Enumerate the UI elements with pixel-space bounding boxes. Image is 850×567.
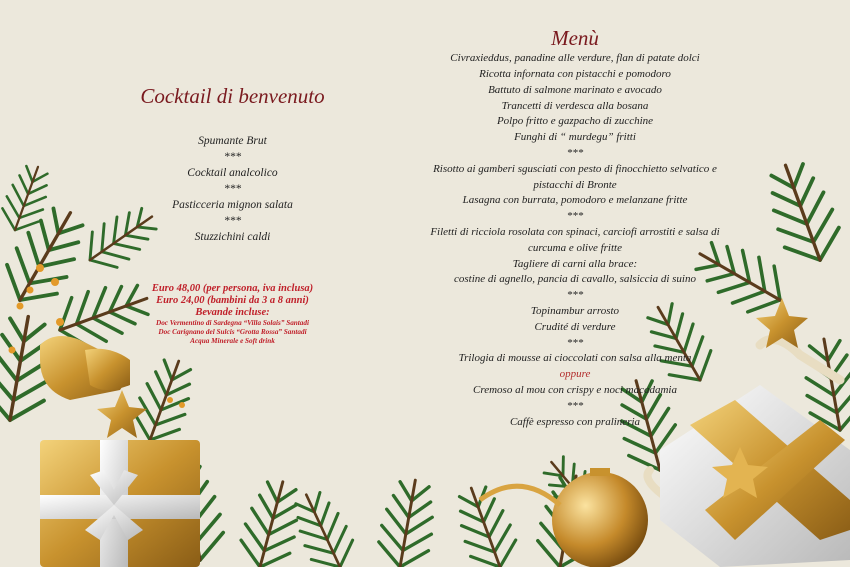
menu-item: Trancetti di verdesca alla bosana [501, 99, 649, 112]
separator: *** [566, 336, 584, 349]
separator: *** [566, 210, 584, 223]
menu-item: Crudité di verdure [534, 320, 616, 333]
menu-item: Civraxieddus, panadine alle verdure, flan di patate dolci [450, 52, 700, 65]
menu-item: Risotto ai gamberi sgusciati con pesto di finocchietto selvatico e [433, 162, 717, 175]
menu-item: Cremoso al mou con crispy e noci macadamia [473, 383, 677, 396]
separator: *** [223, 151, 242, 164]
welcome-item: Spumante Brut [198, 135, 267, 148]
drink-item: Doc Carignano del Sulcis “Grotta Rossa” Santadi [158, 328, 307, 336]
welcome-section [100, 84, 365, 245]
welcome-item: Stuzzichini caldi [194, 231, 271, 244]
separator: *** [223, 183, 242, 196]
menu-item: Funghi di “ murdegu” fritti [514, 131, 636, 144]
ornament-ball-icon [552, 468, 648, 567]
separator: *** [223, 215, 242, 228]
menu-item: pistacchi di Bronte [533, 178, 617, 191]
menu-title: Menù [551, 26, 599, 50]
menu-item: Topinambur arrosto [530, 304, 620, 317]
menu-item: Tagliere di carni alla brace: [512, 257, 638, 270]
drink-item: Doc Vermentino di Sardegna “Villa Solais” Santadi [156, 319, 309, 327]
menu-item: Caffè espresso con pralineria [509, 415, 641, 428]
price-adult: Euro 48,00 (per persona, iva inclusa) [151, 283, 314, 294]
separator: *** [566, 399, 584, 412]
welcome-item: Pasticceria mignon salata [172, 199, 293, 212]
menu-item: Lasagna con burrata, pomodoro e melanzane fritte [462, 194, 688, 207]
menu-item: Battuto di salmone marinato e avocado [488, 83, 662, 96]
gift-box-left [40, 440, 200, 567]
menu-item: Trilogia di mousse ai cioccolati con salsa alla menta [458, 352, 692, 365]
welcome-title: Cocktail di benvenuto [140, 84, 325, 108]
pricing-section [105, 283, 360, 346]
menu-item: costine di agnello, pancia di cavallo, salsiccia di suino [454, 273, 696, 286]
menu-item: Ricotta infornata con pistacchi e pomodoro [479, 67, 671, 80]
menu-item: Polpo fritto e gazpacho di zucchine [496, 115, 654, 128]
drink-item: Acqua Minerale e Soft drink [190, 337, 275, 345]
drinks-label: Bevande incluse: [195, 307, 270, 318]
welcome-item: Cocktail analcolico [187, 167, 278, 180]
separator: *** [566, 289, 584, 302]
separator: *** [566, 146, 584, 159]
price-child: Euro 24,00 (bambini da 3 a 8 anni) [156, 295, 309, 306]
menu-section [430, 26, 720, 430]
menu-item: curcuma e olive fritte [528, 241, 622, 254]
menu-alternative-word: oppure [559, 368, 591, 381]
menu-item: Filetti di ricciola rosolata con spinaci, carciofi arrostiti e salsa di [430, 225, 720, 238]
